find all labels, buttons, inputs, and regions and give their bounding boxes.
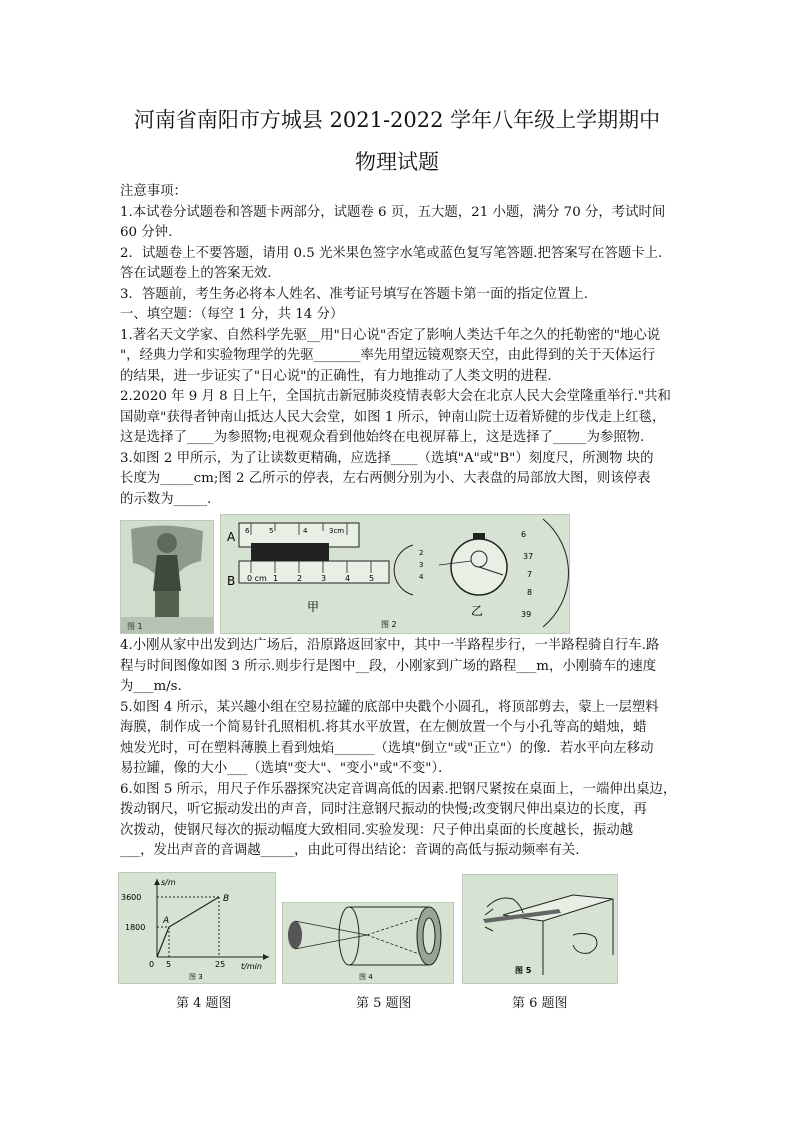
figure-3-distance-time-graph bbox=[118, 872, 276, 984]
y-axis-label: s/m bbox=[161, 878, 176, 887]
text-line: 国勋章"获得者钟南山抵达人民大会堂，如图 1 所示，钟南山院士迈着矫健的步伐走上红毯， bbox=[120, 409, 666, 425]
figure-2-ruler-and-stopwatch bbox=[220, 514, 570, 634]
ruler-a-tick: 6 bbox=[245, 527, 250, 535]
x-axis-label: t/min bbox=[241, 962, 262, 971]
text-line: 拨动钢尺，听它振动发出的声音，同时注意钢尺振动的快慢;改变钢尺伸出桌边的长度，再 bbox=[120, 802, 647, 817]
text-line: 海膜，制作成一个简易针孔照相机.将其水平放置，在左侧放置一个与小孔等高的蜡烛，蜡 bbox=[120, 720, 647, 735]
ruler-a-tick: 3cm bbox=[329, 527, 345, 535]
x-tick: 5 bbox=[166, 960, 172, 969]
text-line: 烛发光时，可在塑料薄膜上看到烛焰______（选填"倒立"或"正立"）的像．若水平向左移动 bbox=[120, 740, 654, 756]
text-line: "，经典力学和实验物理学的先驱_______率先用望远镜观察天空，由此得到的关于天体运行 bbox=[120, 348, 656, 363]
ruler-b-label: B bbox=[227, 574, 236, 588]
text-line: 次拨动，使钢尺每次的振动幅度大致相同.实验发现：尺子伸出桌面的长度越长，振动越 bbox=[120, 822, 634, 838]
text-line: 长度为_____cm;图 2 乙所示的停表，左右两侧分别为小、大表盘的局部放大图，则该停表 bbox=[120, 471, 651, 486]
y-tick: 3600 bbox=[121, 893, 142, 902]
text-line: 的结果，进一步证实了"日心说"的正确性，有力地推动了人类文明的进程. bbox=[120, 368, 552, 384]
figure-2-label: 图 2 bbox=[381, 620, 397, 629]
figure-3-label: 图 3 bbox=[189, 973, 203, 981]
point-b: B bbox=[223, 894, 230, 904]
figure-4-label: 图 4 bbox=[359, 973, 373, 981]
text-line: 一、填空题：（每空 1 分，共 14 分） bbox=[120, 307, 344, 322]
text-line: 60 分钟. bbox=[120, 225, 173, 240]
candle-flame-icon bbox=[288, 921, 302, 949]
text-line: 程与时间图像如图 3 所示.则步行是图中__段，小刚家到广场的路程___m，小刚骑车的速度 bbox=[120, 658, 657, 674]
ruler-b-tick: 2 bbox=[297, 574, 303, 583]
x-tick: 25 bbox=[215, 960, 226, 969]
figure-4-pinhole-camera bbox=[282, 902, 454, 984]
text-line: 4.小刚从家中出发到达广场后，沿原路返回家中，其中一半路程步行，一半路程骑自行车.路 bbox=[120, 638, 660, 653]
text-line: 2．试题卷上不要答题，请用 0.5 光米果色签字水笔或蓝色复写笔答题.把答案写在答题卡上. bbox=[120, 245, 663, 261]
ruler-b-tick: 4 bbox=[345, 574, 351, 583]
figure-5-label: 图 5 bbox=[515, 966, 532, 975]
title-line-1: 河南省南阳市方城县 2021-2022 学年八年级上学期期中 bbox=[133, 108, 661, 132]
small-dial-number: 2 bbox=[419, 549, 424, 557]
text-line: 2.2020 年 9 月 8 日上午，全国抗击新冠肺炎疫情表彰大会在北京人民大会堂隆重举行."共和 bbox=[120, 389, 671, 404]
small-dial-number: 4 bbox=[419, 573, 424, 581]
big-dial-number: 8 bbox=[527, 588, 533, 597]
text-line: 3．答题前，考生务必将本人姓名、准考证号填写在答题卡第一面的指定位置上. bbox=[120, 286, 589, 302]
caption-question-5: 第 5 题图 bbox=[356, 996, 412, 1011]
text-line: 1.本试卷分试题卷和答题卡两部分，试题卷 6 页，五大题，21 小题，满分 70 分，考试时间 bbox=[120, 204, 666, 220]
text-line: 答在试题卷上的答案无效. bbox=[120, 266, 272, 281]
figure-1-label: 图 1 bbox=[127, 622, 143, 631]
ruler-a-label: A bbox=[227, 530, 236, 544]
figure-1-photo bbox=[120, 520, 214, 634]
text-line: ___，发出声音的音调越_____，由此可得出结论：音调的高低与振动频率有关. bbox=[120, 843, 580, 858]
big-dial-arc bbox=[543, 519, 568, 627]
big-dial-number: 7 bbox=[527, 570, 533, 579]
sub-label-yi: 乙 bbox=[471, 604, 484, 618]
text-line: 这是选择了____为参照物;电视观众看到他始终在电视屏幕上，这是选择了_____为参照物. bbox=[120, 430, 645, 445]
caption-question-4: 第 4 题图 bbox=[176, 996, 232, 1011]
text-line: 为___m/s. bbox=[120, 679, 182, 694]
hand-right bbox=[573, 933, 597, 953]
text-line: 5.如图 4 所示，某兴趣小组在空易拉罐的底部中央戳个小圆孔，将顶部剪去，蒙上一层塑料 bbox=[120, 699, 659, 715]
big-dial-number: 6 bbox=[521, 530, 527, 539]
ruler-b-tick: 1 bbox=[273, 574, 279, 583]
ruler-a-tick: 5 bbox=[269, 527, 274, 535]
ruler-b-tick: 0 cm bbox=[247, 574, 267, 583]
text-line: 易拉罐，像的大小___（选填"变大"、"变小"或"不变"）． bbox=[120, 761, 452, 776]
text-line: 注意事项： bbox=[120, 184, 187, 199]
title-line-2: 物理试题 bbox=[355, 150, 439, 174]
small-dial-number: 3 bbox=[419, 561, 424, 569]
figure-5-ruler-vibration bbox=[462, 874, 618, 984]
ruler-b-tick: 3 bbox=[321, 574, 327, 583]
text-line: 1.著名天文学家、自然科学先驱__用"日心说"否定了影响人类达千年之久的托勒密的"地心说 bbox=[120, 327, 661, 343]
x-tick: 0 bbox=[149, 960, 155, 969]
text-line: 3.如图 2 甲所示，为了让读数更精确，应选择____（选填"A"或"B"）刻度尺，所测物 块的 bbox=[120, 450, 654, 466]
ruler-b-tick: 5 bbox=[369, 574, 375, 583]
big-dial-number: 39 bbox=[521, 610, 532, 619]
y-tick: 1800 bbox=[125, 923, 146, 932]
instructions-and-questions-1-3 bbox=[120, 182, 680, 510]
sub-label-jia: 甲 bbox=[307, 600, 320, 614]
big-dial-number: 37 bbox=[523, 552, 534, 561]
measured-block bbox=[251, 543, 329, 561]
caption-question-6: 第 6 题图 bbox=[512, 996, 568, 1011]
small-dial-arc bbox=[394, 545, 413, 595]
text-line: 6.如图 5 所示，用尺子作乐器探究决定音调高低的因素.把钢尺紧按在桌面上，一端伸出桌边， bbox=[120, 781, 677, 797]
text-line: 的示数为_____. bbox=[120, 491, 212, 507]
point-a: A bbox=[163, 916, 170, 926]
questions-4-6 bbox=[120, 636, 680, 862]
ruler-a-tick: 4 bbox=[303, 527, 308, 535]
